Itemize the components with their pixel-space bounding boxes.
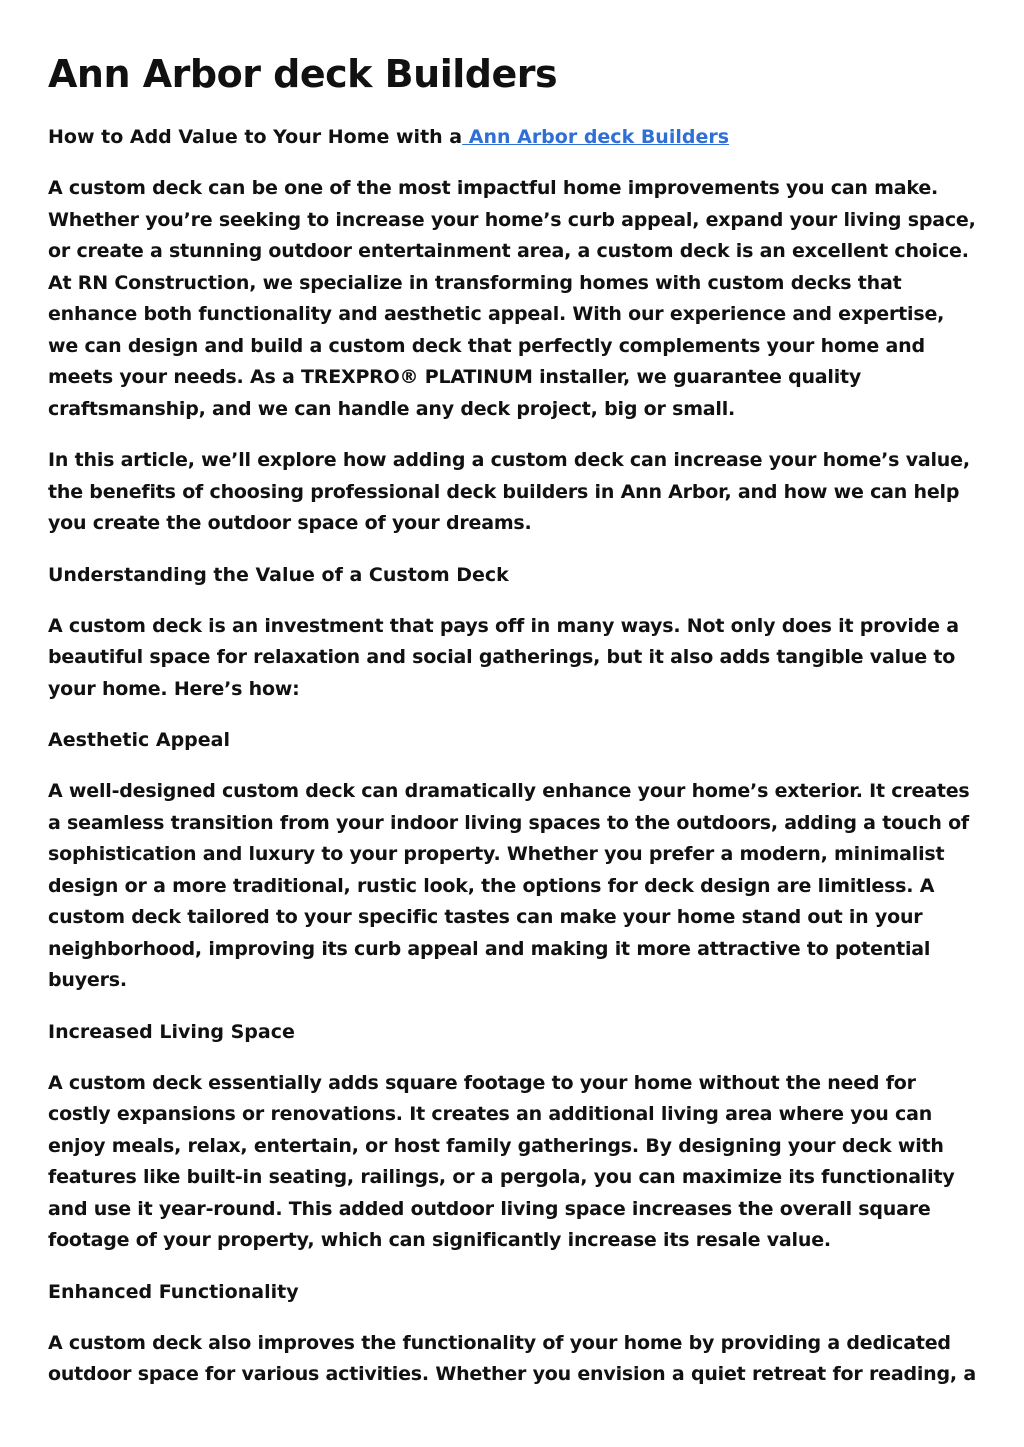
paragraph-article-overview: In this article, we’ll explore how adding a custom deck can increase your home’s value, the benefits of choosing professional deck builders in Ann Arbor, and how we can help you create the outdoor space of your dreams. <box>48 449 970 534</box>
heading-value-of-custom-deck: Understanding the Value of a Custom Deck <box>48 563 509 586</box>
paragraph-investment: A custom deck is an investment that pays off in many ways. Not only does it provide a beautiful space for relaxation and social gatherings, but it also adds tangible value to your home. Here’s how: <box>48 614 959 700</box>
paragraph-intro: A custom deck can be one of the most impactful home improvements you can make. Whether you’re seeking to increase your home’s curb appeal, expand your living space, or create a stunning outdoor entertainment area, a custom deck is an excellent choice. At RN Construction, we specialize in transforming homes with custom decks that enhance both functionality and aesthetic appeal. With our experience and expertise, we can design and build a custom deck that perfectly complements your home and meets your needs. As a TREXPRO® PLATINUM installer, we guarantee quality craftsmanship, and we can handle any deck project, big or small. <box>48 177 976 420</box>
page-title: Ann Arbor deck Builders <box>48 52 558 96</box>
ann-arbor-deck-builders-link[interactable]: Ann Arbor deck Builders <box>462 126 730 148</box>
intro-text: How to Add Value to Your Home with a <box>48 126 463 148</box>
heading-aesthetic-appeal: Aesthetic Appeal <box>48 729 230 751</box>
heading-increased-living-space: Increased Living Space <box>48 1020 295 1043</box>
paragraph-living-space: A custom deck essentially adds square footage to your home without the need for costly expansions or renovations. It creates an additional living area where you can enjoy meals, relax, entertain, or host family gatherings. By designing your deck with features like built-in seating, railings, or a pergola, you can maximize its functionality and use it year-round. This added outdoor living space increases the overall square footage of your property, which can significantly increase its resale value. <box>48 1071 955 1251</box>
paragraph-aesthetic-appeal: A well-designed custom deck can dramatically enhance your home’s exterior. It creates a seamless transition from your indoor living spaces to the outdoors, adding a touch of sophistication and luxury to your property. Whether you prefer a modern, minimalist design or a more traditional, rustic look, the options for deck design are limitless. A custom deck tailored to your specific tastes can make your home stand out in your neighborhood, improving its curb appeal and making it more attractive to potential buyers. <box>48 780 970 991</box>
paragraph-functionality: A custom deck also improves the functionality of your home by providing a dedicated outdoor space for various activities. Whether you envision a quiet retreat for reading, a <box>48 1331 976 1385</box>
intro-line <box>48 122 976 153</box>
document-page <box>48 48 976 1411</box>
heading-enhanced-functionality: Enhanced Functionality <box>48 1280 299 1303</box>
